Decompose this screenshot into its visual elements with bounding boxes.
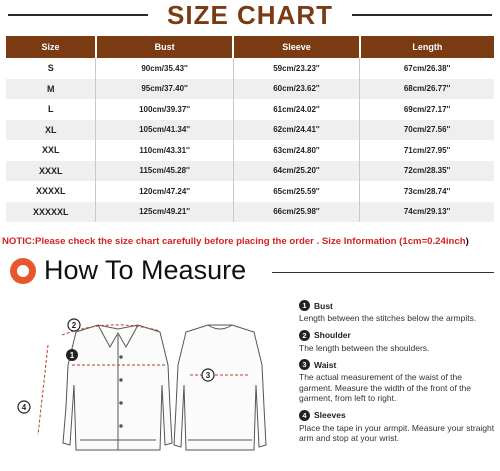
length-cell: 67cm/26.38'' (360, 58, 494, 79)
svg-text:3: 3 (205, 371, 211, 380)
sleeve-cell: 65cm/25.59'' (233, 181, 359, 202)
marker-1 (66, 349, 78, 361)
sleeve-cell: 63cm/24.80'' (233, 140, 359, 161)
bust-cell: 120cm/47.24'' (96, 181, 233, 202)
length-cell: 68cm/26.77'' (360, 79, 494, 100)
table-row (6, 161, 494, 182)
size-cell: L (6, 99, 96, 120)
table-row (6, 181, 494, 202)
length-cell: 71cm/27.95'' (360, 140, 494, 161)
size-cell: M (6, 79, 96, 100)
sleeve-cell: 61cm/24.02'' (233, 99, 359, 120)
measure-item-sleeves (299, 410, 499, 444)
length-cell: 74cm/29.13'' (360, 202, 494, 223)
table-header-row (6, 36, 494, 58)
table-row (6, 79, 494, 100)
sleeve-cell: 66cm/25.98'' (233, 202, 359, 223)
number-badge-icon: 1 (299, 300, 310, 311)
bust-cell: 90cm/35.43'' (96, 58, 233, 79)
marker-4 (18, 401, 30, 413)
table-row (6, 140, 494, 161)
bust-cell: 110cm/43.31'' (96, 140, 233, 161)
front-jacket-drawing (63, 325, 172, 450)
sleeve-cell: 62cm/24.41'' (233, 120, 359, 141)
bust-cell: 125cm/49.21'' (96, 202, 233, 223)
column-header-length: Length (360, 36, 494, 58)
sleeve-cell: 59cm/23.23'' (233, 58, 359, 79)
sleeve-cell: 64cm/25.20'' (233, 161, 359, 182)
table-row (6, 58, 494, 79)
size-chart-header (0, 0, 500, 30)
column-header-size: Size (6, 36, 96, 58)
size-cell: XXXL (6, 161, 96, 182)
table-row (6, 99, 494, 120)
marker-2 (68, 319, 80, 331)
svg-text:4: 4 (21, 403, 27, 412)
measure-item-bust (299, 300, 499, 324)
table-row (6, 120, 494, 141)
number-badge-icon: 3 (299, 359, 310, 370)
measure-name: Shoulder (314, 330, 351, 340)
number-badge-icon: 2 (299, 330, 310, 341)
sleeve-cell: 60cm/23.62'' (233, 79, 359, 100)
marker-3 (202, 369, 214, 381)
size-cell: XXXXXL (6, 202, 96, 223)
measure-name: Sleeves (314, 410, 346, 420)
back-jacket-drawing (174, 325, 266, 450)
measure-description: The actual measurement of the waist of the garment. Measure the width of the front of the garment, from left to right. (299, 372, 471, 403)
header-divider (272, 272, 494, 273)
size-cell: XXXXL (6, 181, 96, 202)
measure-description: Place the tape in your armpit. Measure your straight arm and stop at your wrist. (299, 422, 495, 443)
measure-item-waist (299, 359, 499, 404)
measure-description: Length between the stitches below the armpits. (299, 313, 477, 323)
notice-tail: ) (465, 236, 469, 247)
measure-name: Waist (314, 359, 337, 370)
length-cell: 73cm/28.74'' (360, 181, 494, 202)
bust-cell: 105cm/41.34'' (96, 120, 233, 141)
how-to-measure-title: How To Measure (44, 255, 247, 285)
size-cell: XL (6, 120, 96, 141)
bust-cell: 100cm/39.37'' (96, 99, 233, 120)
svg-text:1: 1 (69, 351, 75, 360)
size-table (6, 36, 494, 222)
measure-name: Bust (314, 300, 333, 311)
length-cell: 70cm/27.56'' (360, 120, 494, 141)
how-to-measure-header (0, 256, 500, 286)
measurement-instructions (299, 300, 499, 450)
column-header-sleeve: Sleeve (233, 36, 359, 58)
size-cell: XXL (6, 140, 96, 161)
size-notice (2, 236, 498, 247)
title-divider-right (352, 14, 492, 16)
measure-description: The length between the shoulders. (299, 342, 430, 353)
notice-text: NOTIC:Please check the size chart carefully before placing the order . Size Information (1cm=0.24inch (2, 236, 466, 247)
column-header-bust: Bust (96, 36, 233, 58)
jacket-measurement-illustration (0, 295, 300, 471)
measure-item-shoulder (299, 330, 499, 354)
length-cell: 72cm/28.35'' (360, 161, 494, 182)
page-title: SIZE CHART (167, 0, 333, 30)
svg-text:2: 2 (71, 321, 77, 330)
table-row (6, 202, 494, 223)
size-cell: S (6, 58, 96, 79)
number-badge-icon: 4 (299, 410, 310, 421)
target-icon (10, 258, 36, 284)
bust-cell: 115cm/45.28'' (96, 161, 233, 182)
length-cell: 69cm/27.17'' (360, 99, 494, 120)
bust-cell: 95cm/37.40'' (96, 79, 233, 100)
